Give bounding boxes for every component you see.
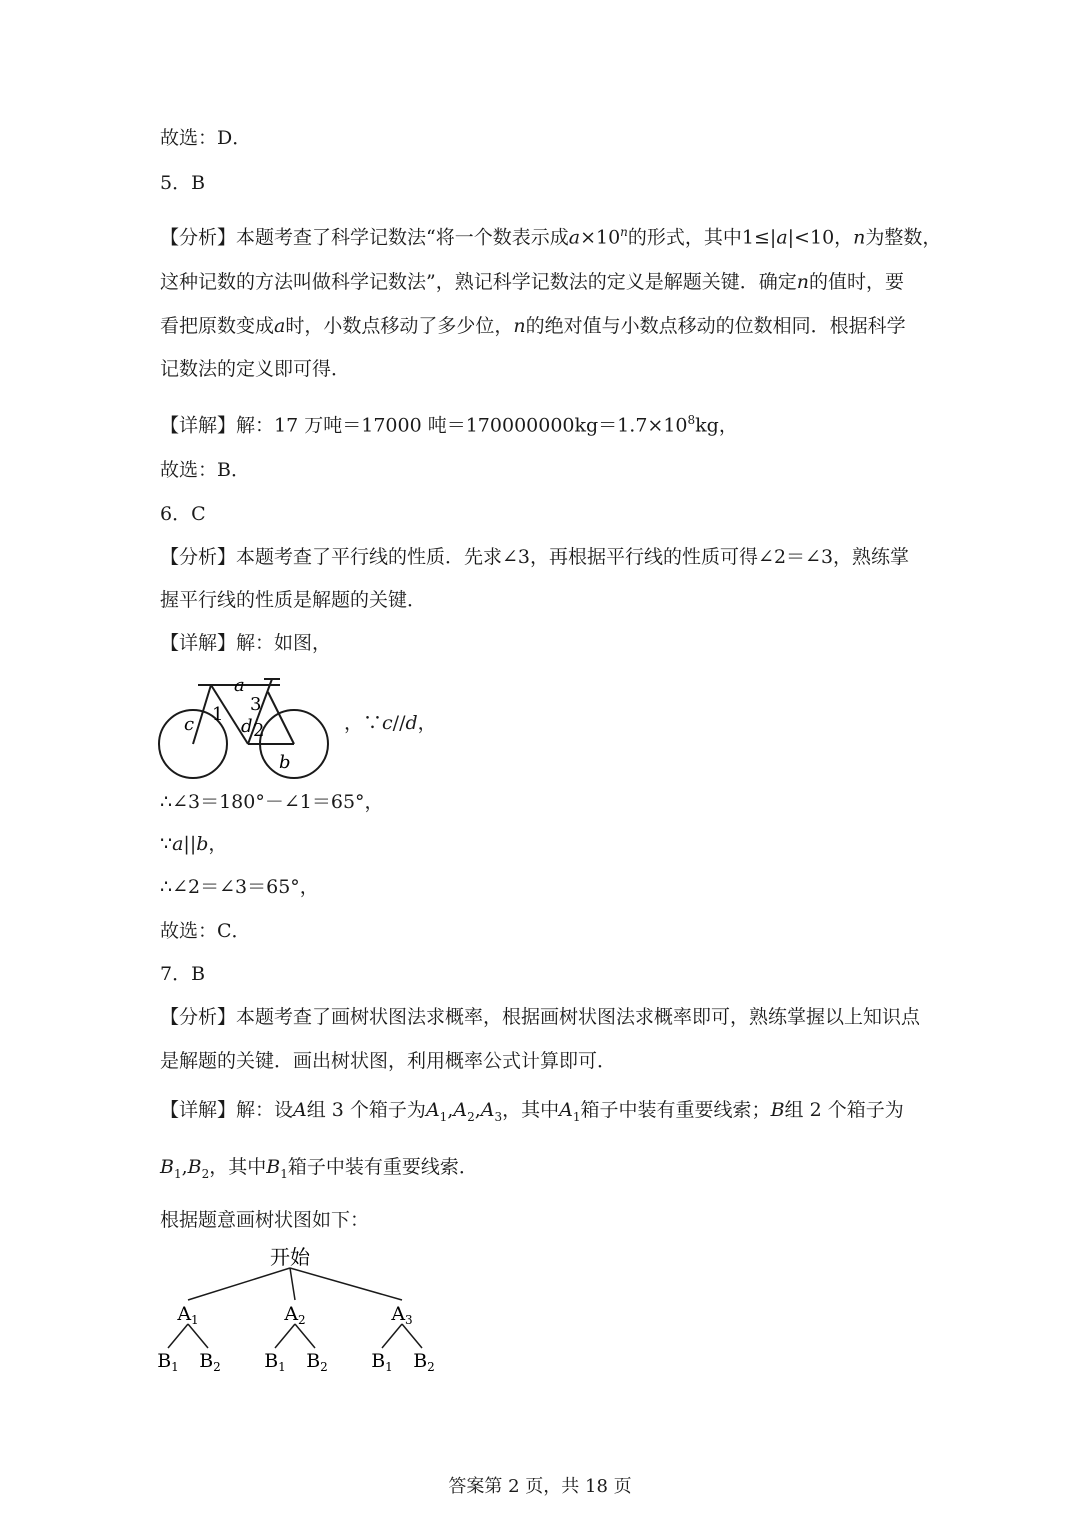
var-A: A [480,1099,495,1121]
text-run: 的绝对值与小数点移动的位数相同．根据科学 [525,315,906,337]
q6-step-1: ∴∠3＝180°－∠1＝65°， [160,791,384,813]
edge-root-a2 [290,1268,295,1300]
text-run: ∵ [160,833,173,855]
edge-a1-b2 [188,1324,208,1348]
var-a: a [274,315,286,337]
bicycle-figure [150,672,340,782]
var-B: B [266,1156,281,1178]
text-run: 这种记数的方法叫做科学记数法”，熟记科学记数法的定义是解题关键．确定 [160,271,797,293]
text-run: , [474,1099,481,1121]
tree-leaf-a1-b2: $B_2$ [199,1350,221,1374]
q5-analysis-line-3 [160,314,906,338]
text-run: 为整数， [865,226,942,249]
text-run: |<10， [787,226,854,249]
q7-detail-line-1 [160,1098,904,1129]
var-a: a [172,833,184,855]
tree-leaf-a2-b2: $B_2$ [306,1350,328,1374]
q5-analysis-line-2 [160,270,904,294]
q6-choice: 故选：C． [160,920,251,942]
q6-analysis-line-2: 握平行线的性质是解题的关键． [160,589,427,611]
text-run: 本题考查了科学记数法“将一个数表示成 [236,226,569,249]
exponent: 8 [687,413,696,427]
text-run: || [183,833,197,855]
text-run: ，其中 [502,1099,560,1121]
q6-step-2 [160,832,227,856]
var-A: A [559,1099,573,1121]
q7-analysis-line-1 [160,1005,920,1029]
q7-detail-tag: 【详解】 [160,1099,237,1121]
text-run: 的值时，要 [808,271,904,293]
q6-detail [160,631,331,655]
var-n: n [853,226,866,249]
edge-a2-b2 [295,1324,315,1348]
exponent-n: n [620,225,628,239]
text-run: , [447,1099,454,1121]
text-run: 的形式，其中1≤| [627,226,777,249]
tree-leaf-a2-b1: $B_1$ [264,1350,286,1374]
var-B: B [187,1156,202,1178]
text-run: 本题考查了画树状图法求概率，根据画树状图法求概率即可，熟练掌握以上知识点 [236,1006,921,1028]
q6-analysis-line-1 [160,545,909,569]
edge-a3-b1 [382,1324,402,1348]
subscript: 3 [494,1109,503,1124]
edge-a1-b1 [168,1324,188,1348]
tree-leaf-a3-b2: $B_2$ [413,1350,435,1374]
q5-analysis-line-4: 记数法的定义即可得． [160,358,351,380]
text-run: , [181,1156,188,1178]
text-run: 看把原数变成 [160,315,275,337]
q7-number: 7．B [160,963,206,985]
var-n: n [796,271,809,293]
edge-a2-b1 [275,1324,295,1348]
text-run: 解：设 [236,1099,294,1121]
subscript: 1 [572,1109,581,1124]
edge-a3-b2 [402,1324,422,1348]
text-run: 解：如图， [236,632,332,654]
label-c: c [184,714,195,735]
tree-leaf-a1-b1: $B_1$ [157,1350,179,1374]
var-A: A [425,1099,440,1121]
probability-tree-diagram [150,1240,460,1375]
text-run: 本题考查了平行线的性质．先求∠3，再根据平行线的性质可得∠2＝∠3，熟练掌 [236,546,910,568]
label-a: a [234,675,245,696]
text-run: ， [208,833,228,855]
q6-number: 6．C [160,503,206,525]
tree-node-a1: $A_1$ [177,1303,199,1327]
var-c: c [382,712,393,734]
text-run: ， [417,712,437,734]
text-run: 箱子中装有重要线索； [580,1099,771,1121]
page-footer: 答案第 2 页，共 18 页 [448,1476,632,1497]
text-run: ，其中 [209,1156,267,1178]
text-run: 箱子中装有重要线索． [287,1156,478,1178]
label-angle-2: 2 [253,720,265,741]
text-run: 组 2 个箱子为 [784,1099,904,1121]
edge-root-a1 [188,1268,290,1300]
q5-analysis-tag: 【分析】 [160,226,237,249]
label-angle-1: 1 [212,704,224,725]
edge-root-a3 [290,1268,402,1300]
label-b: b [279,752,291,773]
q5-detail [160,408,738,437]
var-n: n [513,315,526,337]
subscript: 1 [280,1166,288,1181]
q6-parallel-c-d [344,711,437,735]
q7-analysis-tag: 【分析】 [160,1006,237,1028]
subscript: 2 [201,1166,210,1181]
text-run: 解：17 万吨＝17000 吨＝170000000kg＝1.7×10 [236,414,688,437]
subscript: 1 [173,1166,182,1181]
text-run: ×10 [580,226,621,249]
text-run: kg， [695,414,738,437]
q4-choice: 故选：D． [160,127,252,149]
q7-analysis-line-2: 是解题的关键．画出树状图，利用概率公式计算即可． [160,1050,617,1072]
tree-root: 开始 [270,1245,310,1269]
var-b: b [196,833,209,855]
q7-detail-line-2 [160,1155,478,1186]
var-A: A [453,1099,468,1121]
var-a: a [568,226,581,249]
q5-analysis-line-1 [160,220,941,249]
text-run: // [392,712,406,734]
subscript: 1 [439,1109,448,1124]
label-angle-3: 3 [250,694,262,715]
subscript: 2 [467,1109,475,1124]
tree-leaf-a3-b1: $B_1$ [371,1350,393,1374]
text-run: 组 3 个箱子为 [306,1099,426,1121]
q5-number: 5．B [160,172,206,194]
var-d: d [405,712,418,734]
q5-choice: 故选：B． [160,459,250,481]
text-run: 时，小数点移动了多少位， [285,315,514,337]
var-B: B [160,1156,174,1178]
var-A: A [293,1099,307,1121]
q7-tree-intro: 根据题意画树状图如下： [160,1209,370,1231]
q5-detail-tag: 【详解】 [160,414,237,437]
var-a: a [776,226,788,249]
var-B: B [770,1099,785,1121]
tree-node-a3: $A_3$ [391,1303,413,1327]
label-d: d [241,716,253,737]
tree-node-a2: $A_2$ [284,1303,306,1327]
q6-analysis-tag: 【分析】 [160,546,237,568]
text-run: ，∵ [344,712,383,734]
q6-step-3: ∴∠2＝∠3＝65°， [160,876,319,898]
q6-detail-tag: 【详解】 [160,632,237,654]
